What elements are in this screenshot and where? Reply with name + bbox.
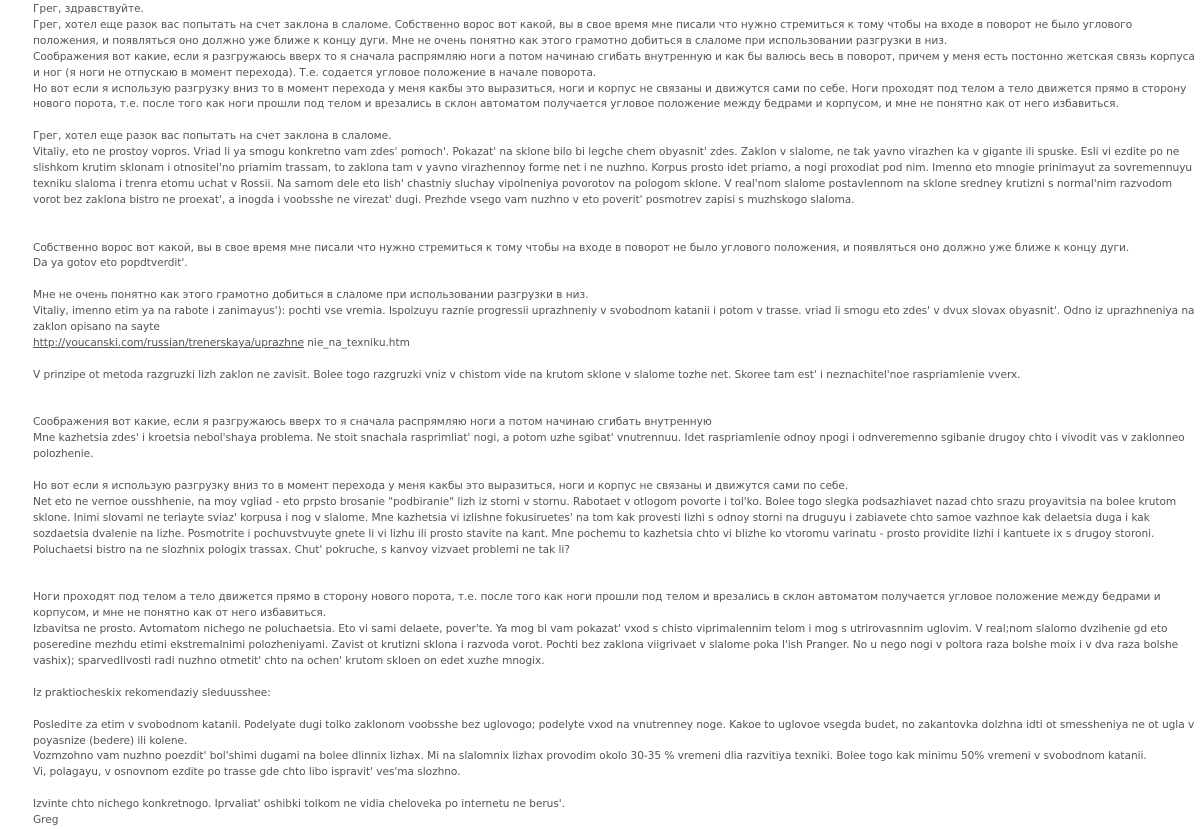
quote-2: Собственно ворос вот какой, вы в свое время мне писали что нужно стремиться к тому чтобы на входе в поворот не было углового положения, и появляться оно должно уже ближе к концу дуги. xyxy=(33,241,1130,254)
question-paragraph-1: Грег, хотел еще разок вас попытать на счет заклона в слаломе. Собственно ворос вот какой, вы в свое время мне писали что нужно стремиться к тому чтобы на входе в поворот не было углового положения, и появляться оно должно уже ближе к концу дуги. Мне не очень понятно как этого грамотно добиться в слаломе при использовании разгрузки в низ. xyxy=(33,18,1133,47)
answer-5: Net eto ne vernoe ousshhenie, na moy vgliad - eto prpsto brosanie "podbiranie" lizh iz storni v stornu. Rabotaet v otlogom povorte i tol'ko. Bolee togo slegka podsazhiavet nazad chto srazu proyavitsia na bolee krutom sklone. Inimi slovami ne teriayte sviaz' korpusa i nog v slalome. Mne kazhetsia vi izlishne fokusiruetes' na tom kak provesti lizhi s odnoy storni na druguyu i zabiavete chto samoe vazhnoe kak delaetsia duga i kak sozdaetsia dvalenie na lizhe. Posmotrite i pochuvstvuyte gnete li vi lizhu ili prosto stavite na kant. Mne pochemu to kazhetsia chto vi blizhe ko vtoromu varinatu - prosto providite lizhi i kantuete ix s drugoy storoni. Poluchaetsi bistro na ne slozhnix pologix trassax. Chut' pokruche, s kanvoy vizvaet problemi ne tak li? xyxy=(33,496,1177,556)
question-paragraph-2: Соображения вот какие, если я разгружаюсь вверх то я сначала распрямляю ноги а потом начинаю сгибать внутренную и как бы валюсь весь в поворот, причем у меня есть постонно жетская связь корпуса и ног (я ноги не отпускаю в момент перехода). Т.е. содается угловое положение в начале поворота. xyxy=(33,50,1195,79)
quote-4: Соображения вот какие, если я разгружаюсь вверх то я сначала распрямляю ноги а потом начинаю сгибать внутренную xyxy=(33,416,712,429)
recommendation-3: Vi, polagayu, v osnovnom ezdite po trasse gde chto libo ispravit' ves'ma slozhno. xyxy=(33,766,461,779)
answer-3 xyxy=(33,304,1195,352)
email-body xyxy=(33,2,1195,829)
uprazhnenie-link[interactable]: http://youcanski.com/russian/trenerskaya/uprazhne xyxy=(33,336,304,349)
quote-3: Мне не очень понятно как этого грамотно добиться в слаломе при использовании разгрузки в низ. xyxy=(33,289,589,302)
link-tail: nie_na_texniku.htm xyxy=(303,336,410,349)
greeting: Грег, здравствуйте. xyxy=(33,3,144,15)
answer-2: Da ya gotov eto popdtverdit'. xyxy=(33,257,188,270)
closing: Izvinte chto nichego konkretnogo. Iprvaliat' oshibki tolkom ne vidia cheloveka po internetu ne berus'. xyxy=(33,798,565,811)
quote-1: Грег, хотел еще разок вас попытать на счет заклона в слаломе. xyxy=(33,130,392,143)
signature: Greg xyxy=(33,814,59,827)
quote-5: Но вот если я использую разгрузку вниз то в момент перехода у меня какбы это выразиться, ноги и корпус не связаны и движутся сами по себе. xyxy=(33,480,849,493)
answer-6: Izbavitsa ne prosto. Avtomatom nichego ne poluchaetsia. Eto vi sami delaete, pover'te. Ya mog bi vam pokazat' vxod s chisto viprimalennim telom i mog s utrirovasnnim uglovim. V real;nom slalomo dvzihenie gd eto poseredine mezhdu etimi ekstremalnimi polozheniyami. Zavist ot krutizni sklona i razvoda vorot. Pochti bez zaklona viigrivaet v slalome poka l'ish Pranger. No u nego nogi v poltora raza bolshe moix i v dva raza bolshe vashix); sparvedlivosti radi nuzhno otmetit' chto na ochen' krutom skloen on edet xuzhe mnogix. xyxy=(33,623,1179,668)
question-paragraph-3: Но вот если я использую разгрузку вниз то в момент перехода у меня какбы это выразиться, ноги и корпус не связаны и движутся сами по себе. Ноги проходят под телом а тело движется прямо в сторону нового порота, т.е. после того как ноги прошли под телом и врезались в склон автоматом получается угловое положение между бедрами и корпусом, и мне не понятно как от него избавиться. xyxy=(33,82,1187,111)
recommendation-2: Vozmzohno vam nuzhno poezdit' bol'shimi dugami na bolee dlinnix lizhax. Mi na slalomnix lizhax provodim okolo 30-35 % vremeni dlia razvitiya texniki. Bolee togo kak minimu 50% vremeni v svobodnom katanii. xyxy=(33,750,1147,763)
answer-3-text: Vitaliy, imenno etim ya na rabote i zanimayus'): pochti vse vremia. Ispolzuyu raznie progressii uprazhneniy v svobodnom katanii i potom v trasse. vriad li smogu eto zdes' v dvux slovax obyasnit'. Odno iz uprazhneniya na zaklon opisano na sayte xyxy=(33,305,1195,334)
answer-4: Mne kazhetsia zdes' i kroetsia nebol'shaya problema. Ne stoit snachala rasprimliat' nogi, a potom uzhe sgibat' vnutrennuu. Idet raspriamlenie odnoy npogi i odnveremenno sgibanie drugoy chto i vivodit vas v zaklonneo polozhenie. xyxy=(33,432,1185,461)
answer-3-continued: V prinzipe ot metoda razgruzki lizh zaklon ne zavisit. Bolee togo razgruzki vniz v chistom vide na krutom sklone v slalome tozhe net. Skoree tam est' i neznachitel'noe raspriamlenie vverx. xyxy=(33,368,1021,381)
recommendations-heading: Iz praktiocheskix rekomendaziy sleduusshee: xyxy=(33,686,271,699)
answer-1: Vitaliy, eto ne prostoy vopros. Vriad li ya smogu konkretno vam zdes' pomoch'. Pokazat' na sklone bilo bi legche chem obyasnit' zdes. Zaklon v slalome, ne tak yavno virazhen ka v gigante ili spuske. Esli vi ezdite po ne slishkom krutim sklonam i otnositel'no priamim trassam, to zaklona tam v yavno virazhennoy forme net i ne nuzhno. Korpus prosto idet priamo, a nogi proxodiat pod nim. Imenno eto mnogie prinimayut za sovremennuyu texniku slaloma i trenra etomu uchat v Rossii. Na samom dele eto lish' chastniy sluchay vipolneniya povorotov na pologom sklone. V real'nom slalome postavlennom na sklone sredney krutizni s normal'nim razvodom vorot bez zaklona bistro ne proexat', a inogda i voobsshe ne virezat' dugi. Prezhde vsego vam nuzhno v eto poverit' posmotrev zapisi s muzhskogo slaloma. xyxy=(33,146,1193,206)
recommendation-1: Poslediте za etim v svobodnom katanii. Podelyate dugi tolko zaklonom voobsshe bez uglovogo; podelyte vxod na vnutrenney noge. Kakoe to uglovoe vsegda budet, no zakantovka dolzhna idti ot smessheniya ne ot ugla v poyasnize (bedere) ili kolene. xyxy=(33,718,1195,747)
quote-6: Ноги проходят под телом а тело движется прямо в сторону нового порота, т.е. после того как ноги прошли под телом и врезались в склон автоматом получается угловое положение между бедрами и корпусом, и мне не понятно как от него избавиться. xyxy=(33,591,1161,620)
